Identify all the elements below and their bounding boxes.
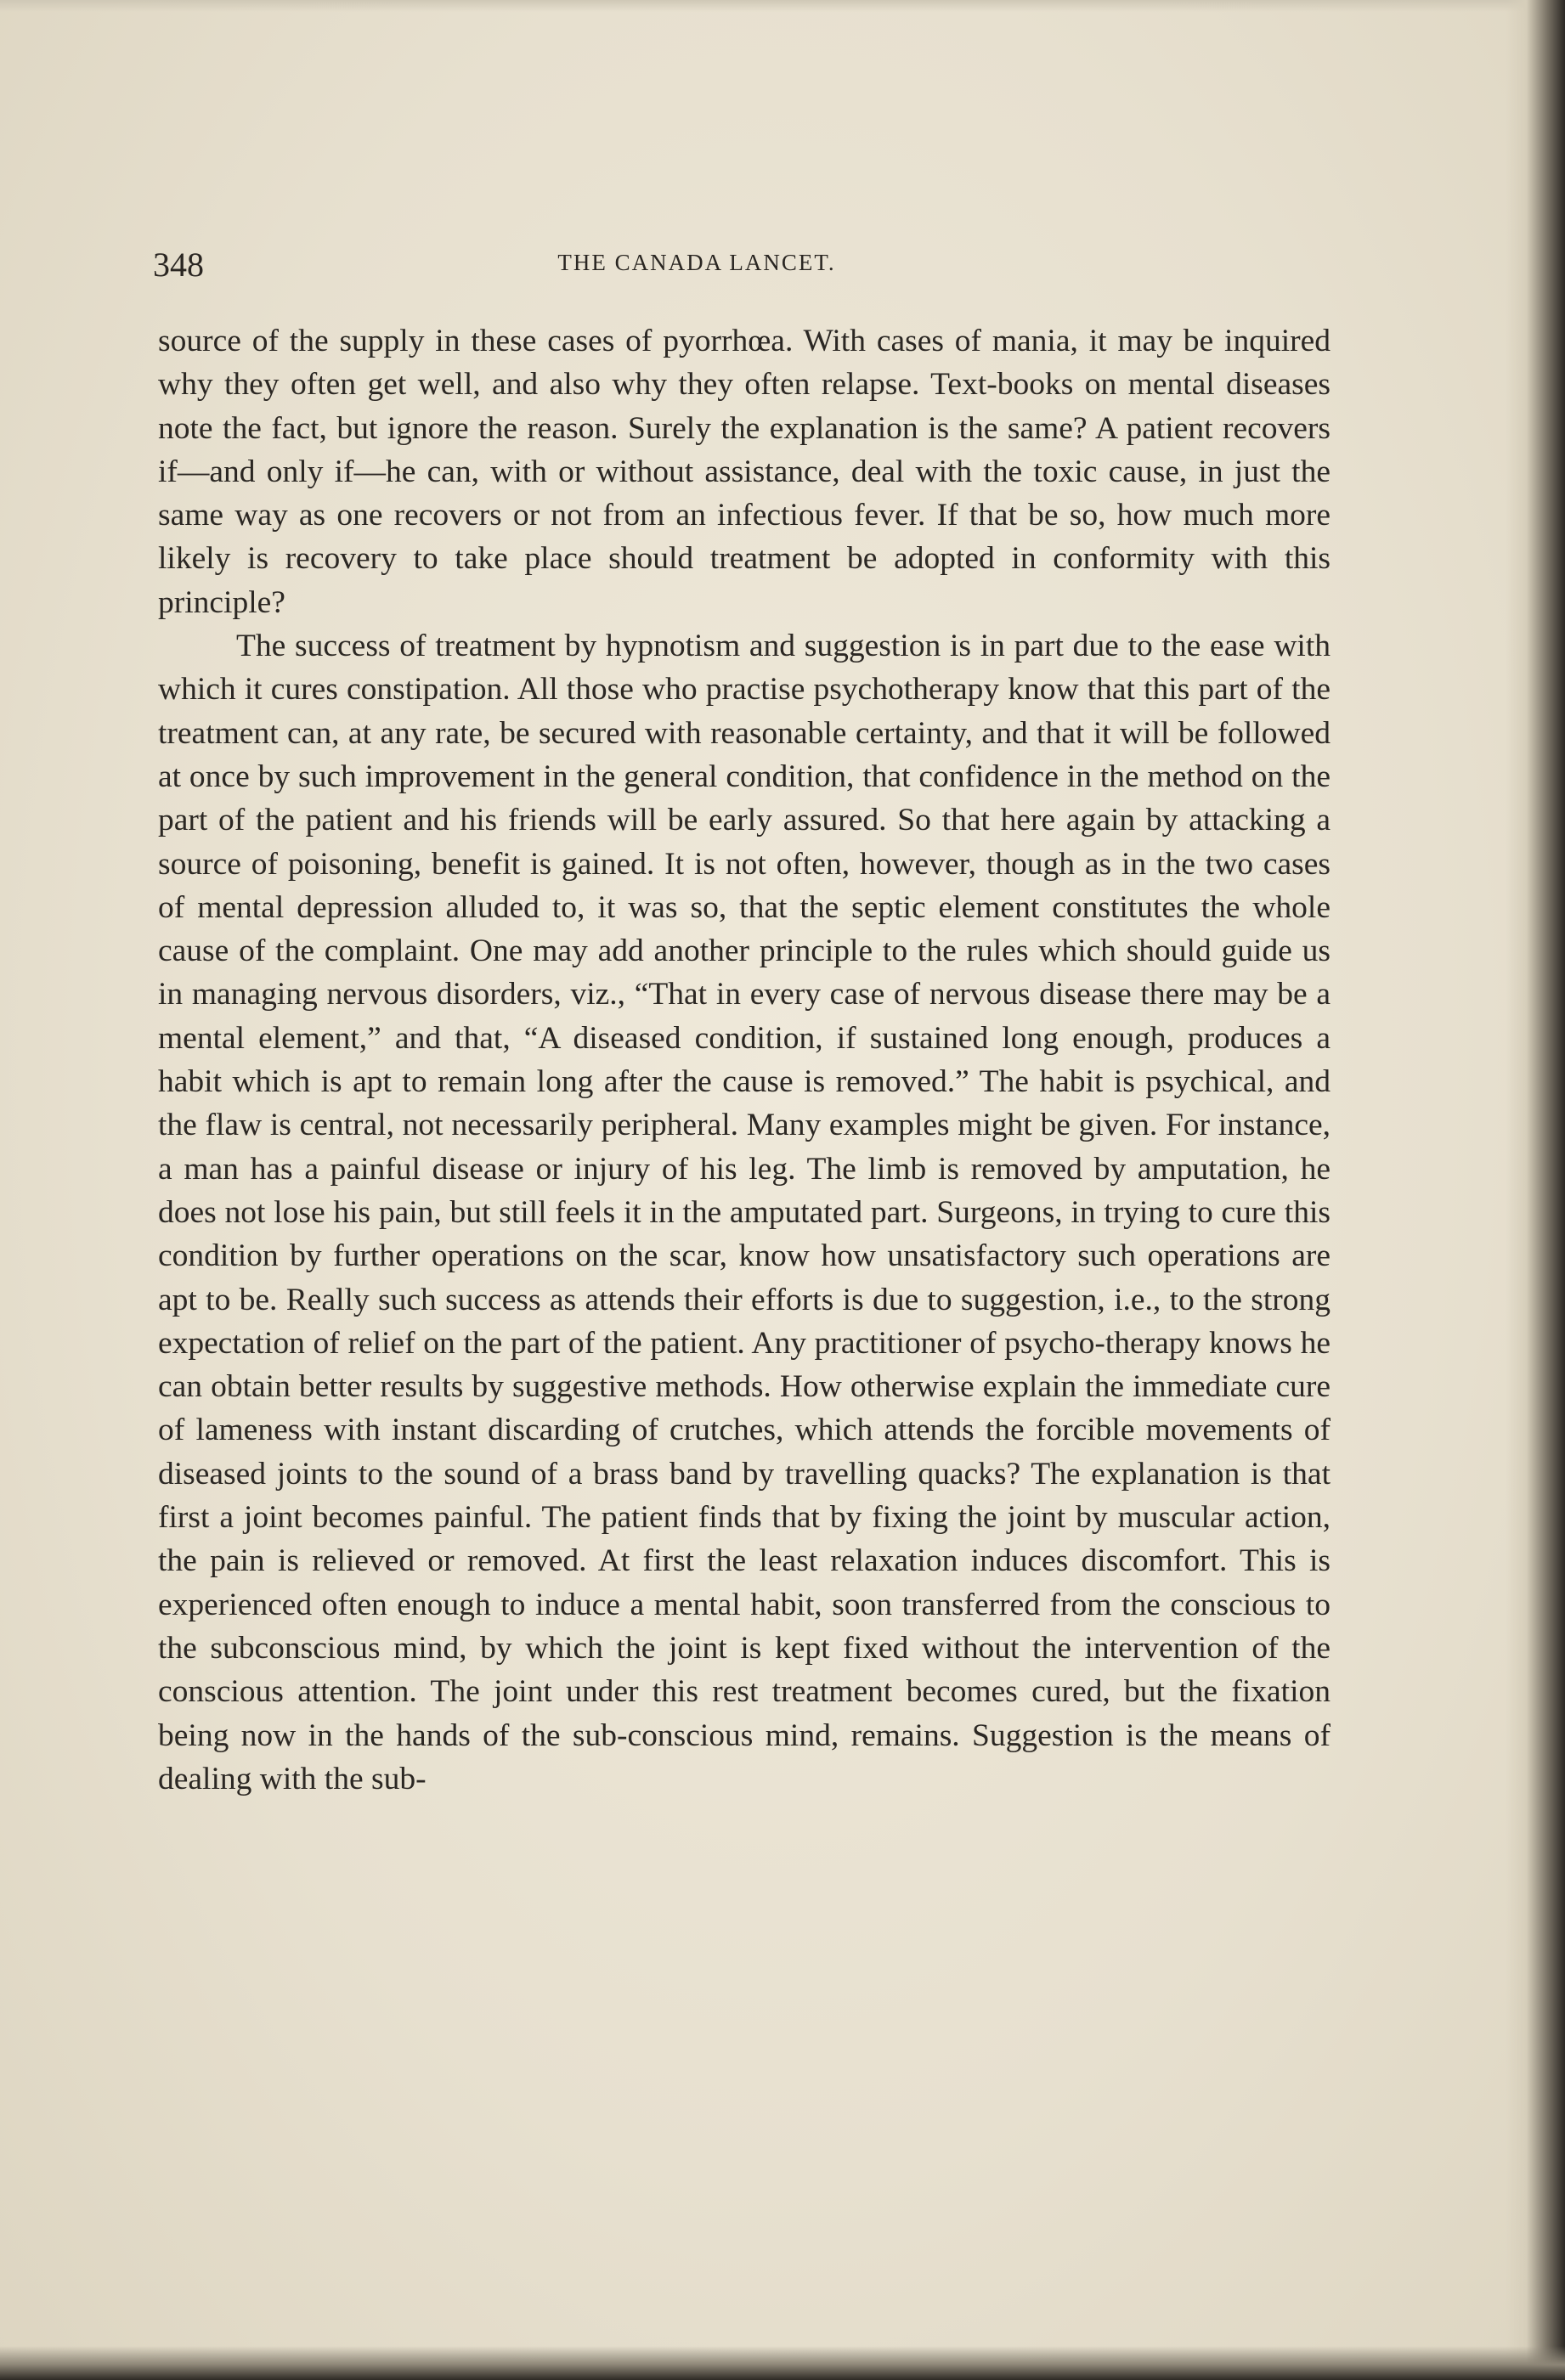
page-bottom-edge [0, 2346, 1565, 2380]
body-text [158, 319, 1331, 1801]
page-binding-edge [1506, 0, 1565, 2380]
paragraph-hypnotism: The success of treatment by hypnotism and suggestion is in part due to the ease with which it cures constipation. All those who practise psychotherapy know that this part of the treatment can, at any rate, be secured with reasonable certainty, and that it will be followed at once by such improvement in the general condition, that confidence in the method on the part of the patient and his friends will be early assured. So that here again by attacking a source of poisoning, benefit is gained. It is not often, however, though as in the two cases of mental depression alluded to, it was so, that the septic element constitutes the whole cause of the complaint. One may add another principle to the rules which should guide us in managing nervous disorders, viz., “That in every case of nervous disease there may be a mental element,” and that, “A diseased condition, if sustained long enough, produces a habit which is apt to remain long after the cause is removed.” The habit is psychical, and the flaw is central, not necessarily peripheral. Many examples might be given. For instance, a man has a painful disease or injury of his leg. The limb is removed by amputation, he does not lose his pain, but still feels it in the amputated part. Surgeons, in trying to cure this condition by further operations on the scar, know how unsatisfactory such operations are apt to be. Really such success as attends their efforts is due to suggestion, i.e., to the strong expectation of relief on the part of the patient. Any practitioner of psycho-therapy knows he can obtain better results by suggestive methods. How otherwise explain the immediate cure of lameness with instant discarding of crutches, which attends the forcible movements of diseased joints to the sound of a brass band by travelling quacks? The explanation is that first a joint becomes painful. The patient finds that by fixing the joint by muscular action, the pain is relieved or removed. At first the least relaxation induces discomfort. This is experienced often enough to induce a mental habit, soon transferred from the conscious to the subconscious mind, by which the joint is kept fixed without the intervention of the conscious attention. The joint under this rest treatment becomes cured, but the fixation being now in the hands of the sub-conscious mind, remains. Suggestion is the means of dealing with the sub- [158, 629, 1331, 1796]
page-top-edge [0, 0, 1565, 12]
paragraph-continuation: source of the supply in these cases of pyorrhœa. With cases of mania, it may be inquired why they often get well, and also why they often relapse. Text-books on mental diseases note the fact, but ignore the reason. Surely the explanation is the same? A patient recovers if—and only if—he can, with or without assistance, deal with the toxic cause, in just the same way as one recovers or not from an infectious fever. If that be so, how much more likely is recovery to take place should treatment be adopted in conformity with this principle? [158, 324, 1331, 620]
running-title: THE CANADA LANCET. [557, 250, 836, 275]
page-header [153, 245, 1342, 287]
page-number: 348 [153, 245, 204, 284]
